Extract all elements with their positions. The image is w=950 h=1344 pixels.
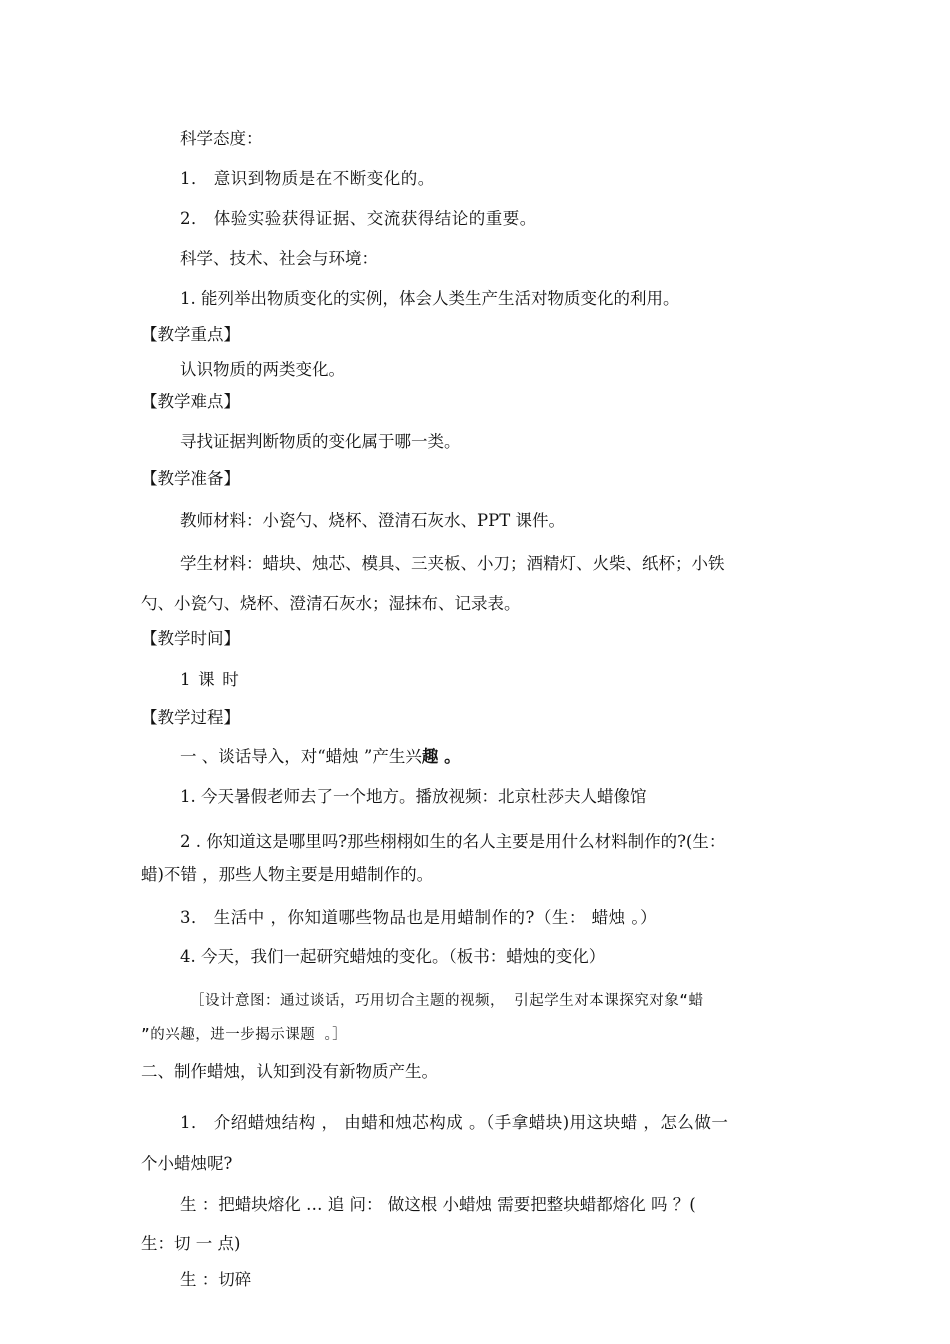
part-one-heading (180, 746, 461, 768)
process-step-3: 3． 生活中 ，你知道哪些物品也是用蜡制作的?（生： 蜡烛 。） (180, 908, 658, 927)
section-teaching-time: 【教学时间】 (141, 629, 240, 648)
teaching-time-text: 1 课 时 (180, 670, 240, 689)
student-answer-1-line-1: 生 ：把蜡块熔化 … 追 问： 做这根 小蜡烛 需要把整块蜡都熔化 吗 ？( (180, 1195, 696, 1214)
student-answer-2: 生 ：切碎 (180, 1270, 252, 1289)
design-intent-line-1: ［设计意图：通过谈话，巧用切合主题的视频， 引起学生对本课探究对象“蜡 (190, 993, 704, 1009)
teaching-difficulty-text: 寻找证据判断物质的变化属于哪一类。 (180, 432, 461, 451)
attitude-item-2: 2． 体验实验获得证据、交流获得结论的重要。 (180, 209, 537, 228)
student-answer-1-line-2: 生：切 一 点) (141, 1234, 241, 1253)
student-materials-line-1: 学生材料：蜡块、烛芯、模具、三夹板、小刀；酒精灯、火柴、纸杯；小铁 (180, 554, 725, 573)
part-one-heading-text: 一 、谈话导入，对“蜡烛 ”产生兴 (180, 747, 422, 766)
process-step-1: 1. 今天暑假老师去了一个地方。播放视频：北京杜莎夫人蜡像馆 (180, 787, 647, 806)
attitude-item-1: 1． 意识到物质是在不断变化的。 (180, 169, 435, 188)
process-step-4: 4. 今天，我们一起研究蜡烛的变化。（板书：蜡烛的变化） (180, 947, 606, 966)
part-two-heading: 二、制作蜡烛，认知到没有新物质产生。 (141, 1062, 438, 1081)
process-step-2-line-1: 2 . 你知道这是哪里吗?那些栩栩如生的名人主要是用什么材料制作的?(生： (180, 832, 726, 851)
part-two-step-1-line-1: 1． 介绍蜡烛结构 ， 由蜡和烛芯构成 。（手拿蜡块)用这块蜡 ，怎么做一 (180, 1113, 729, 1132)
design-intent-line-2: ”的兴趣，进一步揭示课题 。］ (141, 1027, 348, 1043)
part-one-heading-bold: 趣 。 (421, 747, 461, 766)
part-two-step-1-line-2: 个小蜡烛呢? (141, 1154, 233, 1173)
process-step-2-line-2: 蜡)不错 ，那些人物主要是用蜡制作的。 (141, 865, 434, 884)
section-teaching-focus: 【教学重点】 (141, 325, 240, 344)
heading-stse: 科学、技术、社会与环境： (180, 249, 378, 268)
section-teaching-process: 【教学过程】 (141, 708, 240, 727)
teaching-focus-text: 认识物质的两类变化。 (180, 360, 345, 379)
teacher-materials: 教师材料：小瓷勺、烧杯、澄清石灰水、PPT 课件。 (180, 511, 565, 530)
heading-science-attitude: 科学态度： (180, 129, 263, 148)
section-teaching-preparation: 【教学准备】 (141, 469, 240, 488)
section-teaching-difficulty: 【教学难点】 (141, 392, 240, 411)
student-materials-line-2: 勺、小瓷勺、烧杯、澄清石灰水；湿抹布、记录表。 (141, 594, 521, 613)
stse-item-1: 1. 能列举出物质变化的实例，体会人类生产生活对物质变化的利用。 (180, 289, 680, 308)
